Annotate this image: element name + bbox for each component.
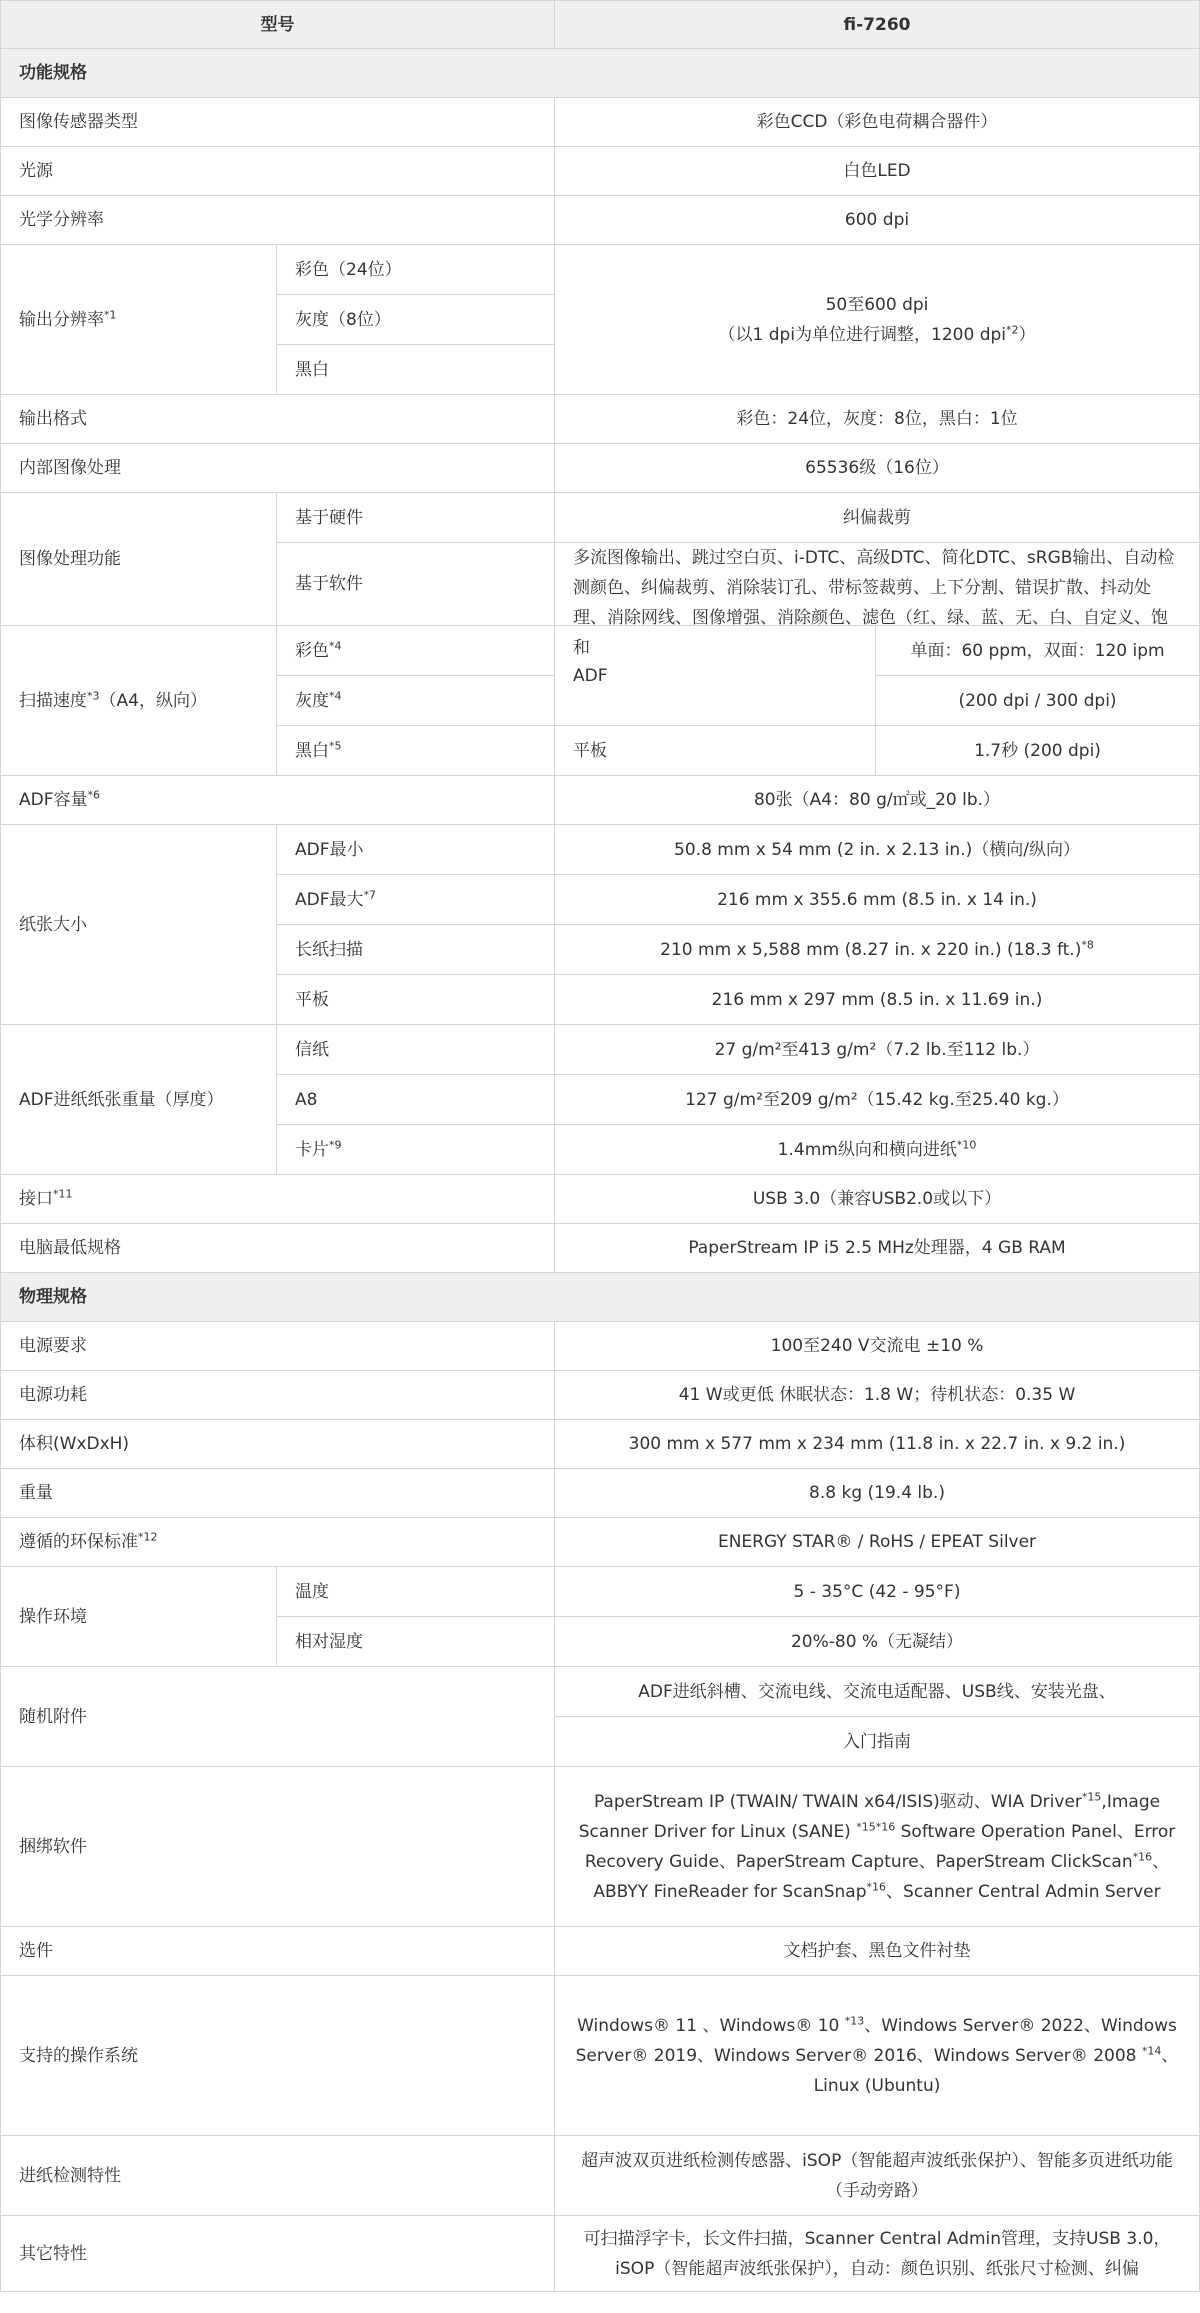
row-label-text: （A4，纵向） bbox=[99, 690, 207, 711]
sub-label: 相对湿度 bbox=[277, 1617, 555, 1667]
row-label: 随机附件 bbox=[1, 1667, 555, 1767]
value-text: ,Image Scanner Driver for Linux (SANE) bbox=[578, 1791, 1161, 1842]
footnote-mark: *6 bbox=[87, 788, 100, 802]
value-text: （以1 dpi为单位进行调整，1200 dpi bbox=[718, 324, 1006, 345]
row-label-text: 接口 bbox=[19, 1189, 53, 1209]
row-label: 选件 bbox=[1, 1927, 555, 1976]
row-label: 光学分辨率 bbox=[1, 196, 555, 245]
row-value: 20%-80 %（无凝结） bbox=[555, 1617, 1200, 1667]
row-label: 其它特性 bbox=[1, 2216, 555, 2292]
row-label: 电脑最低规格 bbox=[1, 1224, 555, 1273]
table-row bbox=[1, 1518, 1200, 1567]
sub-label: 长纸扫描 bbox=[277, 925, 555, 975]
row-value: 100至240 V交流电 ±10 % bbox=[555, 1322, 1200, 1371]
row-label bbox=[1, 626, 277, 776]
mode-label: ADF bbox=[555, 626, 876, 726]
row-label: 电源要求 bbox=[1, 1322, 555, 1371]
sub-label bbox=[277, 726, 555, 776]
sub-label-text: 卡片 bbox=[295, 1139, 329, 1160]
value-text: 210 mm x 5,588 mm (8.27 in. x 220 in.) (18.3 ft.) bbox=[660, 939, 1082, 960]
sub-label: 基于软件 bbox=[277, 543, 555, 626]
table-row bbox=[1, 98, 1200, 147]
row-label-text: ADF容量 bbox=[19, 790, 88, 810]
footnote-mark: *2 bbox=[1006, 322, 1019, 336]
row-value: 5 - 35°C (42 - 95°F) bbox=[555, 1567, 1200, 1617]
table-row bbox=[1, 626, 1200, 676]
table-row bbox=[1, 1667, 1200, 1717]
row-value: 300 mm x 577 mm x 234 mm (11.8 in. x 22.7 in. x 9.2 in.) bbox=[555, 1420, 1200, 1469]
footnote-mark: *10 bbox=[956, 1137, 977, 1151]
row-label bbox=[1, 1518, 555, 1567]
row-label: 图像传感器类型 bbox=[1, 98, 555, 147]
row-label-text: 扫描速度 bbox=[19, 690, 87, 711]
table-row bbox=[1, 1175, 1200, 1224]
table-row bbox=[1, 1767, 1200, 1927]
footnote-mark: *9 bbox=[329, 1137, 342, 1151]
footnote-mark: *16 bbox=[866, 1879, 887, 1893]
footnote-mark: *5 bbox=[329, 738, 342, 752]
row-label-text: 输出分辨率 bbox=[19, 309, 104, 330]
table-row bbox=[1, 1567, 1200, 1617]
row-value: 127 g/m²至209 g/m²（15.42 kg.至25.40 kg.） bbox=[555, 1075, 1200, 1125]
table-row bbox=[1, 1927, 1200, 1976]
sub-label: 平板 bbox=[277, 975, 555, 1025]
row-label: 支持的操作系统 bbox=[1, 1976, 555, 2136]
row-value: 216 mm x 355.6 mm (8.5 in. x 14 in.) bbox=[555, 875, 1200, 925]
section-row bbox=[1, 1273, 1200, 1322]
row-value: 白色LED bbox=[555, 147, 1200, 196]
row-label: 操作环境 bbox=[1, 1567, 277, 1667]
table-row bbox=[1, 1322, 1200, 1371]
row-value bbox=[555, 925, 1200, 975]
sub-label: 彩色（24位） bbox=[277, 245, 555, 295]
footnote-mark: *15 bbox=[1081, 1789, 1102, 1803]
row-value: 单面：60 ppm，双面：120 ipm bbox=[876, 626, 1200, 676]
row-label: 体积(WxDxH) bbox=[1, 1420, 555, 1469]
footnote-mark: *14 bbox=[1141, 2043, 1162, 2057]
row-label: 纸张大小 bbox=[1, 825, 277, 1025]
footnote-mark: *11 bbox=[53, 1187, 73, 1201]
table-row bbox=[1, 1469, 1200, 1518]
row-value: 超声波双页进纸检测传感器、iSOP（智能超声波纸张保护）、智能多页进纸功能（手动旁路） bbox=[555, 2136, 1200, 2216]
footnote-mark: *15*16 bbox=[856, 1819, 896, 1833]
sub-label bbox=[277, 1125, 555, 1175]
sub-label: 基于硬件 bbox=[277, 493, 555, 543]
row-value bbox=[555, 1125, 1200, 1175]
sub-label: 灰度（8位） bbox=[277, 295, 555, 345]
table-row bbox=[1, 444, 1200, 493]
row-label bbox=[1, 245, 277, 395]
row-value: 80张（A4：80 g/㎡或_20 lb.） bbox=[555, 776, 1200, 825]
value-text: 1.4mm纵向和横向进纸 bbox=[777, 1139, 957, 1160]
value-text: 、Linux (Ubuntu) bbox=[813, 2045, 1179, 2096]
row-value bbox=[555, 245, 1200, 395]
value-text: ） bbox=[1018, 324, 1036, 345]
table-row bbox=[1, 395, 1200, 444]
sub-label bbox=[277, 626, 555, 676]
footnote-mark: *7 bbox=[363, 887, 376, 901]
row-value: 216 mm x 297 mm (8.5 in. x 11.69 in.) bbox=[555, 975, 1200, 1025]
row-value: 彩色：24位，灰度：8位，黑白：1位 bbox=[555, 395, 1200, 444]
row-value: 27 g/m²至413 g/m²（7.2 lb.至112 lb.） bbox=[555, 1025, 1200, 1075]
row-value bbox=[555, 1976, 1200, 2136]
sub-label: 温度 bbox=[277, 1567, 555, 1617]
table-row bbox=[1, 2216, 1200, 2292]
footnote-mark: *1 bbox=[104, 307, 117, 321]
row-label-text: 遵循的环保标准 bbox=[19, 1532, 138, 1552]
sub-label: 黑白 bbox=[277, 345, 555, 395]
footnote-mark: *13 bbox=[844, 2013, 865, 2027]
row-value: 纠偏裁剪 bbox=[555, 493, 1200, 543]
sub-label-text: 彩色 bbox=[295, 640, 329, 661]
row-value: 彩色CCD（彩色电荷耦合器件） bbox=[555, 98, 1200, 147]
value-text: 多流图像输出、跳过空白页、i-DTC、高级DTC、简化DTC、sRGB输出、自动检测颜色、纠偏裁剪、消除装订孔、带标签裁剪、上下分割、错误扩散、抖动处理、消除网线、图像增强、消除颜色、滤色（红、绿、蓝、无、白、自定义、饱和 bbox=[573, 548, 1175, 658]
row-value: ENERGY STAR® / RoHS / EPEAT Silver bbox=[555, 1518, 1200, 1567]
table-row bbox=[1, 1025, 1200, 1075]
row-value: 8.8 kg (19.4 lb.) bbox=[555, 1469, 1200, 1518]
footnote-mark: *8 bbox=[1081, 937, 1094, 951]
row-value: 41 W或更低 休眠状态：1.8 W；待机状态：0.35 W bbox=[555, 1371, 1200, 1420]
row-value: PaperStream IP i5 2.5 MHz处理器，4 GB RAM bbox=[555, 1224, 1200, 1273]
sub-label: A8 bbox=[277, 1075, 555, 1125]
row-label: 输出格式 bbox=[1, 395, 555, 444]
row-value: 文档护套、黑色文件衬垫 bbox=[555, 1927, 1200, 1976]
row-value: USB 3.0（兼容USB2.0或以下） bbox=[555, 1175, 1200, 1224]
row-label bbox=[1, 776, 555, 825]
row-value: (200 dpi / 300 dpi) bbox=[876, 676, 1200, 726]
value-text: 、Windows Server® 2022、Windows Server® 2019、Windows Server® 2016、Windows Server® 2008 bbox=[575, 2015, 1177, 2066]
row-value: ADF进纸斜槽、交流电线、交流电适配器、USB线、安装光盘、 bbox=[555, 1667, 1200, 1717]
sub-label-text: ADF最大 bbox=[295, 889, 364, 910]
row-label: 图像处理功能 bbox=[1, 493, 277, 626]
row-label: 光源 bbox=[1, 147, 555, 196]
row-value: 1.7秒 (200 dpi) bbox=[876, 726, 1200, 776]
row-value: 50.8 mm x 54 mm (2 in. x 2.13 in.)（横向/纵向） bbox=[555, 825, 1200, 875]
table-row bbox=[1, 1420, 1200, 1469]
value-text: Windows® 11 、Windows® 10 bbox=[577, 2015, 845, 2036]
sub-label: 信纸 bbox=[277, 1025, 555, 1075]
footnote-mark: *16 bbox=[1132, 1849, 1153, 1863]
section-title-functional: 功能规格 bbox=[1, 49, 1200, 98]
section-row bbox=[1, 49, 1200, 98]
sub-label-text: 灰度 bbox=[295, 690, 329, 711]
row-value: 600 dpi bbox=[555, 196, 1200, 245]
table-row bbox=[1, 2136, 1200, 2216]
footnote-mark: *4 bbox=[329, 688, 342, 702]
value-text: 、Scanner Central Admin Server bbox=[886, 1881, 1161, 1902]
value-text: Software Operation Panel、Error Recovery Guide、PaperStream Capture、PaperStream ClickScan bbox=[584, 1821, 1176, 1872]
row-label: 进纸检测特性 bbox=[1, 2136, 555, 2216]
value-text: 、ABBYY FineReader for ScanSnap bbox=[593, 1851, 1170, 1902]
table-row bbox=[1, 245, 1200, 295]
row-value: 入门指南 bbox=[555, 1717, 1200, 1767]
table-row bbox=[1, 493, 1200, 543]
sub-label bbox=[277, 676, 555, 726]
row-label: ADF进纸纸张重量（厚度） bbox=[1, 1025, 277, 1175]
footnote-mark: *12 bbox=[138, 1530, 158, 1544]
row-label: 重量 bbox=[1, 1469, 555, 1518]
row-label: 捆绑软件 bbox=[1, 1767, 555, 1927]
section-title-physical: 物理规格 bbox=[1, 1273, 1200, 1322]
row-value: 65536级（16位） bbox=[555, 444, 1200, 493]
row-value: 可扫描浮字卡，长文件扫描，Scanner Central Admin管理，支持USB 3.0，iSOP（智能超声波纸张保护），自动：颜色识别、纸张尺寸检测、纠偏 bbox=[555, 2216, 1200, 2292]
mode-label: 平板 bbox=[555, 726, 876, 776]
value-line bbox=[573, 320, 1181, 350]
table-row bbox=[1, 1224, 1200, 1273]
row-label: 内部图像处理 bbox=[1, 444, 555, 493]
footnote-mark: *3 bbox=[87, 688, 100, 702]
table-row bbox=[1, 147, 1200, 196]
table-row bbox=[1, 1976, 1200, 2136]
table-header-row bbox=[1, 1, 1200, 49]
sub-label-text: 黑白 bbox=[295, 740, 329, 761]
header-product: fi-7260 bbox=[555, 1, 1200, 49]
table-row bbox=[1, 776, 1200, 825]
table-row bbox=[1, 1371, 1200, 1420]
table-row bbox=[1, 196, 1200, 245]
sub-label: ADF最小 bbox=[277, 825, 555, 875]
sub-label bbox=[277, 875, 555, 925]
table-row bbox=[1, 825, 1200, 875]
row-label bbox=[1, 1175, 555, 1224]
row-label: 电源功耗 bbox=[1, 1371, 555, 1420]
row-value bbox=[555, 1767, 1200, 1927]
value-text: PaperStream IP (TWAIN/ TWAIN x64/ISIS)驱动、WIA Driver bbox=[593, 1791, 1082, 1812]
footnote-mark: *4 bbox=[329, 638, 342, 652]
value-line: 50至600 dpi bbox=[825, 294, 929, 315]
header-model: 型号 bbox=[1, 1, 555, 49]
